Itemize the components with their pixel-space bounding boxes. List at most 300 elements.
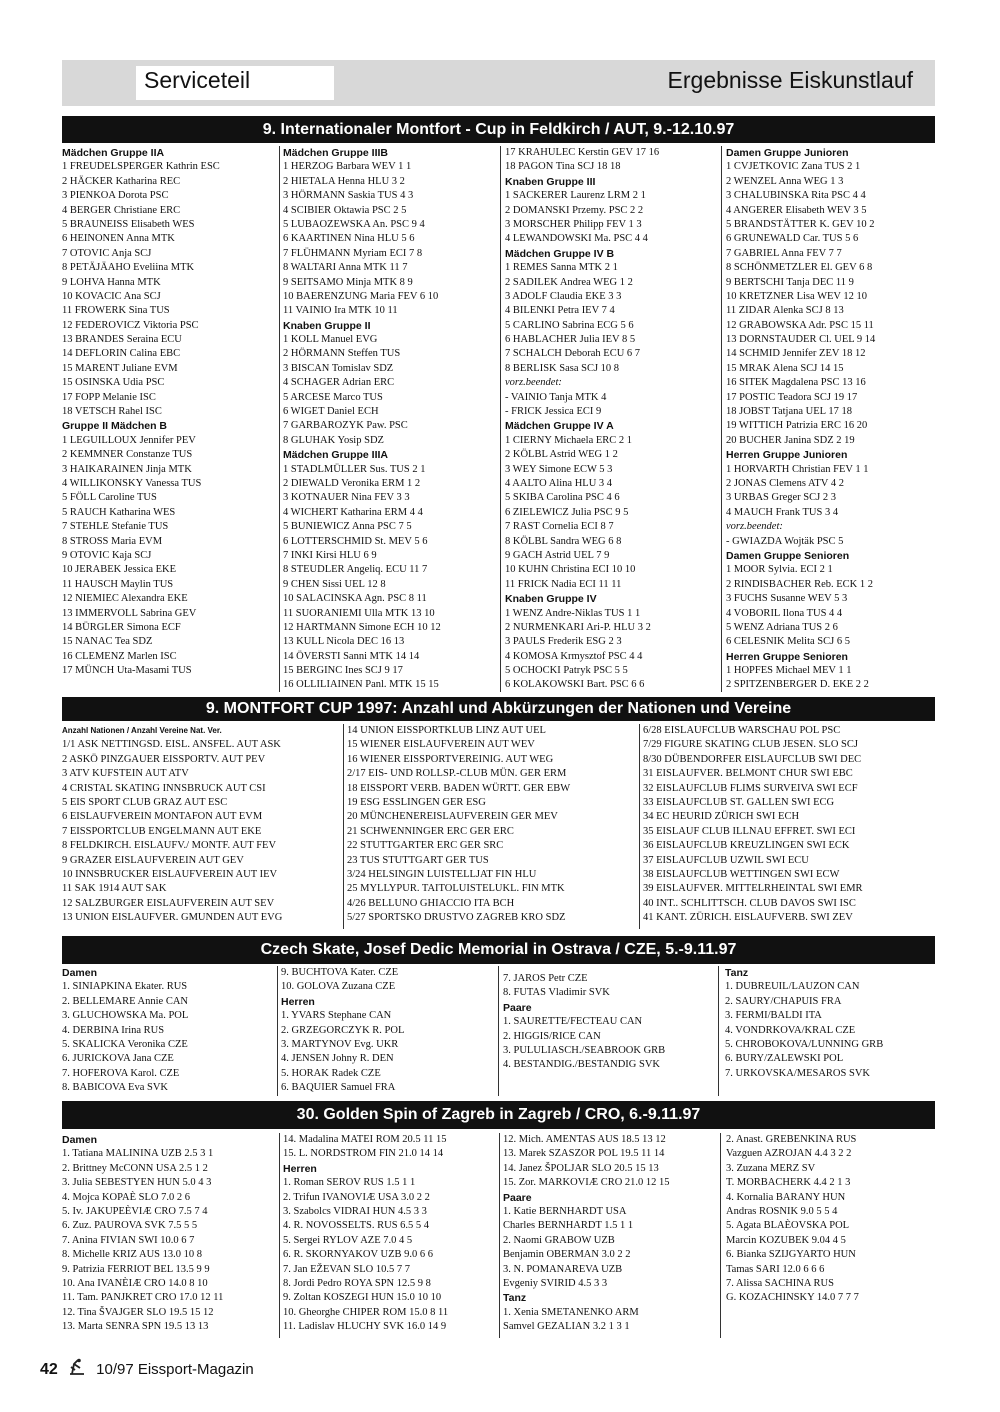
result-row: G. KOZACHINSKY 14.0 7 7 7 xyxy=(726,1292,859,1304)
page-title: Ergebnisse Eiskunstlauf xyxy=(667,67,913,93)
result-row: 17 FOPP Melanie ISC xyxy=(62,391,156,403)
s3-divider-3 xyxy=(718,966,719,1096)
result-row: 39 EISLAUFVER. MITTELRHEINTAL SWI EMR xyxy=(643,883,863,895)
result-row: 9 LOHVA Hanna MTK xyxy=(62,276,161,288)
result-row: 2 HÄCKER Katharina REC xyxy=(62,175,181,187)
result-row: 18 EISSPORT VERB. BADEN WÜRTT. GER EBW xyxy=(347,782,571,794)
result-row: 1. SAURETTE/FECTEAU CAN xyxy=(503,1016,643,1028)
result-row: 5 FÖLL Caroline TUS xyxy=(62,492,157,504)
group-heading: Herren Gruppe Junioren xyxy=(726,449,848,462)
section-header-band xyxy=(62,60,935,106)
result-row: 3. Julia SEBESTYEN HUN 5.0 4 3 xyxy=(62,1177,212,1189)
result-row: 6. BURY/ZALEWSKI POL xyxy=(725,1053,844,1065)
result-row: 11 FRICK Nadia ECI 11 11 xyxy=(505,578,622,590)
group-heading: Herren xyxy=(281,995,315,1008)
result-row: 18 PAGON Tina SCJ 18 18 xyxy=(505,161,621,173)
s3-col-3 xyxy=(503,972,715,1096)
result-row: 5. SKALICKA Veronika CZE xyxy=(62,1038,188,1050)
s4-col-3 xyxy=(503,1133,715,1338)
result-row: 35 EISLAUF CLUB ILLNAU EFFRET. SWI ECI xyxy=(643,825,856,837)
section4-title-bar: 30. Golden Spin of Zagreb in Zagreb / CRO, 6.-9.11.97 xyxy=(62,1101,935,1129)
result-row: 3. FERMI/BALDI ITA xyxy=(725,1010,822,1022)
result-row: 2. SAURY/CHAPUIS FRA xyxy=(725,995,842,1007)
result-row: 1 HORVARTH Christian FEV 1 1 xyxy=(726,463,869,475)
result-row: 1. Tatiana MALININA UZB 2.5 3 1 xyxy=(62,1148,214,1160)
result-row: T. MORBACHERK 4.4 2 1 3 xyxy=(726,1177,851,1189)
result-row: 8 FELDKIRCH. EISLAUFV./ MONTF. AUT FEV xyxy=(62,840,277,852)
result-row: 8. FUTAS Vladimir SVK xyxy=(503,987,610,999)
result-row: 4. DERBINA Irina RUS xyxy=(62,1024,165,1036)
result-row: 2 DOMANSKI Przemy. PSC 2 2 xyxy=(505,204,644,216)
note-line: vorz.beendet: xyxy=(726,521,783,533)
result-row: 8 STROSS Maria EVM xyxy=(62,535,163,547)
result-row: 1 HOPFES Michael MEV 1 1 xyxy=(726,665,852,677)
result-row: 8 PETÄJÄAHO Eveliina MTK xyxy=(62,262,195,274)
result-row: 15 OSINSKA Udia PSC xyxy=(62,377,165,389)
result-row: 2/17 EIS- UND ROLLSP.-CLUB MÜN. GER ERM xyxy=(347,768,567,780)
result-row: 5 OCHOCKI Patryk PSC 5 5 xyxy=(505,665,628,677)
result-row: 1/1 ASK NETTINGSD. EISL. ANSFEL. AUT ASK xyxy=(62,739,281,751)
result-row: 23 TUS STUTTGART GER TUS xyxy=(347,854,489,866)
s1-col-2 xyxy=(283,146,495,692)
result-row: 13. Marta SENRA SPN 19.5 13 13 xyxy=(62,1321,209,1333)
result-row: Tamas SARI 12.0 6 6 6 xyxy=(726,1263,825,1275)
result-row: 11. Ladislav HLUCHY SVK 16.0 14 9 xyxy=(283,1321,447,1333)
column-header: Anzahl Nationen / Anzahl Vereine Nat. Ver. xyxy=(62,726,222,735)
result-row: 2. GRZEGORCZYK R. POL xyxy=(281,1024,405,1036)
result-row: 5. Agata BLAÈOVSKA POL xyxy=(726,1220,850,1232)
result-row: 6 WIGET Daniel ECH xyxy=(283,406,379,418)
result-row: 4. JENSEN Johny R. DEN xyxy=(281,1053,394,1065)
result-row: 1. Roman SEROV RUS 1.5 1 1 xyxy=(283,1177,416,1189)
result-row: 2. Anast. GREBENKINA RUS xyxy=(726,1134,857,1145)
result-row: 10. GOLOVA Zuzana CZE xyxy=(281,981,396,993)
result-row: 4 BERGER Christiane ERC xyxy=(62,204,181,216)
result-row: 19 WITTICH Patrizia ERC 16 20 xyxy=(726,420,868,432)
s4-col-4 xyxy=(726,1133,935,1338)
result-row: 7 OTOVIC Anja SCJ xyxy=(62,247,152,259)
s2-divider-1 xyxy=(343,724,344,929)
result-row: 6 LOTTERSCHMID St. MEV 5 6 xyxy=(283,535,428,547)
result-row: 14. Madalina MATEI ROM 20.5 11 15 xyxy=(283,1134,447,1145)
s1-divider-1 xyxy=(279,146,280,692)
result-row: Charles BERNHARDT 1.5 1 1 xyxy=(503,1220,634,1232)
group-heading: Mädchen Gruppe IIIB xyxy=(283,147,389,159)
result-row: Samvel GEZALIAN 3.2 1 3 1 xyxy=(503,1321,630,1333)
result-row: 6. R. SKORNYAKOV UZB 9.0 6 6 xyxy=(283,1249,434,1261)
result-row: 12 GRABOWSKA Adr. PSC 15 11 xyxy=(726,319,874,331)
result-row: 14 BÜRGLER Simona ECF xyxy=(62,621,181,633)
group-heading: Knaben Gruppe II xyxy=(283,319,371,332)
result-row: 1 LEGUILLOUX Jennifer PEV xyxy=(62,434,196,446)
result-row: 13. Marek SZASZOR POL 19.5 11 14 xyxy=(503,1148,665,1160)
result-row: 16 CLEMENZ Marlen ISC xyxy=(62,650,177,662)
result-row: 21 SCHWENNINGER ERC GER ERC xyxy=(347,825,514,837)
result-row: 1. Xenia SMETANENKO ARM xyxy=(503,1306,639,1318)
result-row: 2 RINDISBACHER Reb. ECK 1 2 xyxy=(726,578,874,590)
result-row: 34 EC HEURID ZÜRICH SWI ECH xyxy=(643,811,800,823)
result-row: 4 WILLIKONSKY Vanessa TUS xyxy=(62,477,202,489)
group-heading: Herren xyxy=(283,1162,317,1175)
s2-col-1 xyxy=(62,724,340,929)
result-row: 4. Mojca KOPAÈ SLO 7.0 2 6 xyxy=(62,1191,190,1203)
result-row: 7. JAROS Petr CZE xyxy=(503,973,588,984)
s1-col-1 xyxy=(62,146,278,692)
result-row: 9. BUCHTOVA Kater. CZE xyxy=(281,967,399,978)
result-row: 10. Ana IVANÈIÆ CRO 14.0 8 10 xyxy=(62,1277,208,1289)
result-row: 1. Katie BERNHARDT USA xyxy=(503,1205,627,1217)
result-row: 11 VAINIO Ira MTK 10 11 xyxy=(283,305,398,317)
result-row: 6 KAARTINEN Nina HLU 5 6 xyxy=(283,233,415,245)
result-row: 2 WENZEL Anna WEG 1 3 xyxy=(726,175,844,187)
result-row: 6. JURICKOVA Jana CZE xyxy=(62,1053,174,1065)
result-row: 4. R. NOVOSSELTS. RUS 6.5 5 4 xyxy=(283,1220,430,1232)
result-row: 12 HARTMANN Simone ECH 10 12 xyxy=(283,621,441,633)
result-row: 31 EISLAUFVER. BELMONT CHUR SWI EBC xyxy=(643,768,853,780)
result-row: 16 SITEK Magdalena PSC 13 16 xyxy=(726,377,866,389)
result-row: 41 KANT. ZÜRICH. EISLAUFVERB. SWI ZEV xyxy=(643,912,853,924)
result-row: 4 BILENKI Petra IEV 7 4 xyxy=(505,305,615,317)
result-row: 7 SCHALCH Deborah ECU 6 7 xyxy=(505,348,641,360)
result-row: 6 HABLACHER Julia IEV 8 5 xyxy=(505,334,636,346)
result-row: 3. MARTYNOV Evg. UKR xyxy=(281,1038,399,1050)
result-row: Benjamin OBERMAN 3.0 2 2 xyxy=(503,1249,631,1261)
result-row: 5 BUNIEWICZ Anna PSC 7 5 xyxy=(283,521,412,533)
result-row: Marcin KOZUBEK 9.04 4 5 xyxy=(726,1234,846,1246)
page-footer xyxy=(40,1358,254,1379)
s1-col-4 xyxy=(726,146,935,692)
section3-title-bar: Czech Skate, Josef Dedic Memorial in Ostrava / CZE, 5.-9.11.97 xyxy=(62,936,935,964)
result-row: 4 AALTO Alina HLU 3 4 xyxy=(505,477,613,489)
result-row: 13 BRANDES Seraina ECU xyxy=(62,334,182,346)
result-row: 11 ZIDAR Alenka SCJ 8 13 xyxy=(726,305,844,317)
result-row: 2 SPITZENBERGER D. EKE 2 2 xyxy=(726,679,869,691)
note-line: vorz.beendet: xyxy=(505,377,562,389)
section2-title-bar: 9. MONTFORT CUP 1997: Anzahl und Abkürzungen der Nationen und Vereine xyxy=(62,697,935,721)
result-row: 2. BELLEMARE Annie CAN xyxy=(62,995,188,1007)
result-row: 3 FUCHS Susanne WEV 5 3 xyxy=(726,593,848,605)
result-row: 5 BRAUNEISS Elisabeth WES xyxy=(62,218,195,230)
result-row: 11 FROWERK Sina TUS xyxy=(62,305,170,317)
result-row: 9 CHEN Sissi UEL 12 8 xyxy=(283,578,386,590)
result-row: 14 DEFLORIN Calina EBC xyxy=(62,348,181,360)
result-row: 3. PULULIASCH./SEABROOK GRB xyxy=(503,1044,666,1056)
result-row: 16 OLLILIAINEN Panl. MTK 15 15 xyxy=(283,679,439,691)
result-row: 6. Bianka SZIJGYARTO HUN xyxy=(726,1249,856,1261)
result-row: 2 DIEWALD Veronika ERM 1 2 xyxy=(283,477,421,489)
result-row: 3 MORSCHER Philipp FEV 1 3 xyxy=(505,218,642,230)
result-row: Andras ROSNIK 9.0 5 5 4 xyxy=(726,1205,838,1217)
result-row: 12 SALZBURGER EISLAUFVEREIN AUT SEV xyxy=(62,897,275,909)
group-heading: Damen Gruppe Junioren xyxy=(726,147,849,159)
result-row: 5. HORAK Radek CZE xyxy=(281,1067,381,1079)
result-row: 1. DUBREUIL/LAUZON CAN xyxy=(725,981,860,993)
result-row: 3 CHALUBINSKA Rita PSC 4 4 xyxy=(726,190,866,202)
result-row: 18 JOBST Tatjana UEL 17 18 xyxy=(726,406,852,418)
result-row: 4 ANGERER Elisabeth WEV 3 5 xyxy=(726,204,867,216)
result-row: 4 WICHERT Katharina ERM 4 4 xyxy=(283,506,423,518)
result-row: 3. Szabolcs VIDRAI HUN 4.5 3 3 xyxy=(283,1205,427,1217)
group-heading: Tanz xyxy=(725,967,749,979)
result-row: 16 WIENER EISSPORTVEREINIG. AUT WEG xyxy=(347,753,554,765)
result-row: 6. Zuz. PAUROVA SVK 7.5 5 5 xyxy=(62,1220,198,1232)
result-row: 11 SAK 1914 AUT SAK xyxy=(62,883,167,895)
s3-divider-2 xyxy=(498,966,499,1096)
result-row: 14. Janez ŠPOLJAR SLO 20.5 15 13 xyxy=(503,1162,659,1174)
result-row: 11 HAUSCH Maylin TUS xyxy=(62,578,174,590)
result-row: 14 UNION EISSPORTKLUB LINZ AUT UEL xyxy=(347,725,546,736)
result-row: 3 KOTNAUER Nina FEV 3 3 xyxy=(283,492,410,504)
result-row: 3. Zuzana MERZ SV xyxy=(726,1162,816,1174)
result-row: 7. Anina FIVIAN SWI 10.0 6 7 xyxy=(62,1234,195,1246)
result-row: 7 RAST Cornelia ECI 8 7 xyxy=(505,521,614,533)
group-heading: Damen Gruppe Senioren xyxy=(726,549,850,562)
result-row: 7 FLÜHMANN Myriam ECI 7 8 xyxy=(283,247,423,259)
result-row: 10 KOVACIC Ana SCJ xyxy=(62,290,161,302)
result-row: 3 BISCAN Tomislav SDZ xyxy=(283,362,394,374)
result-row: 3 PIENKOA Dorota PSC xyxy=(62,190,169,202)
result-row: 15 WIENER EISLAUFVEREIN AUT WEV xyxy=(347,739,535,751)
result-row: 3 WEY Simone ECW 5 3 xyxy=(505,463,613,475)
result-row: 3 ADOLF Claudia EKE 3 3 xyxy=(505,290,622,302)
result-row: 20 MÜNCHENEREISLAUFVEREIN GER MEV xyxy=(347,811,558,823)
page-number: 42 xyxy=(40,1361,58,1378)
result-row: 1 HERZOG Barbara WEV 1 1 xyxy=(283,161,412,173)
result-row: 1. SINIAPKINA Ekater. RUS xyxy=(62,981,188,993)
result-row: 2. Naomi GRABOW UZB xyxy=(503,1234,615,1246)
result-row: 5 RAUCH Katharina WES xyxy=(62,506,176,518)
result-row: 2 HÖRMANN Steffen TUS xyxy=(283,348,401,360)
s1-divider-3 xyxy=(721,146,722,692)
s4-col-2 xyxy=(283,1133,495,1338)
group-heading: Mädchen Gruppe IV B xyxy=(505,247,615,260)
result-row: 7 INKI Kirsi HLU 6 9 xyxy=(283,549,377,561)
result-row: 8 WALTARI Anna MTK 11 7 xyxy=(283,262,408,274)
s3-col-4 xyxy=(725,966,935,1096)
result-row: 14 SCHMID Jennifer ZEV 18 12 xyxy=(726,348,866,360)
result-row: 10 BAERENZUNG Maria FEV 6 10 xyxy=(283,290,439,302)
result-row: 12 NIEMIEC Alexandra EKE xyxy=(62,593,188,605)
result-row: 3. N. POMANAREVA UZB xyxy=(503,1263,623,1275)
result-row: 3. GLUCHOWSKA Ma. POL xyxy=(62,1010,189,1022)
result-row: 6 KOLAKOWSKI Bart. PSC 6 6 xyxy=(505,679,645,691)
result-row: 7/29 FIGURE SKATING CLUB JESEN. SLO SCJ xyxy=(643,739,858,751)
result-row: 5 EIS SPORT CLUB GRAZ AUT ESC xyxy=(62,796,228,808)
group-heading: Damen xyxy=(62,1134,98,1146)
group-heading: Mädchen Gruppe IIA xyxy=(62,147,165,159)
result-row: 5. Iv. JAKUPEÈVIÆ CRO 7.5 7 4 xyxy=(62,1205,208,1217)
result-row: 5 WENZ Adriana TUS 2 6 xyxy=(726,621,838,633)
result-row: 2 HIETALA Henna HLU 3 2 xyxy=(283,175,405,187)
result-row: 1 STADLMÜLLER Sus. TUS 2 1 xyxy=(283,463,426,475)
result-row: 6 HEINONEN Anna MTK xyxy=(62,233,175,245)
result-row: 10 KRETZNER Lisa WEV 12 10 xyxy=(726,290,868,302)
result-row: 1 CVJETKOVIC Zana TUS 2 1 xyxy=(726,161,861,173)
result-row: 10. Gheorghe CHIPER ROM 15.0 8 11 xyxy=(283,1306,449,1318)
result-row: 7. HOFEROVA Karol. CZE xyxy=(62,1067,180,1079)
result-row: 4 SCHAGER Adrian ERC xyxy=(283,377,395,389)
result-row: 4 SCIBIER Oktawia PSC 2 5 xyxy=(283,204,407,216)
result-row: 6 EISLAUFVEREIN MONTAFON AUT EVM xyxy=(62,811,263,823)
result-row: 9 GACH Astrid UEL 7 9 xyxy=(505,549,610,561)
result-row: 7 GARBAROZYK Paw. PSC xyxy=(283,420,408,432)
result-row: 6/28 EISLAUFCLUB WARSCHAU POL PSC xyxy=(643,725,841,736)
result-row: 15. Zor. MARKOVIÆ CRO 21.0 12 15 xyxy=(503,1177,670,1189)
result-row: 13 KULL Nicola DEC 16 13 xyxy=(283,636,405,648)
result-row: 8. Michelle KRIZ AUS 13.0 10 8 xyxy=(62,1249,202,1261)
result-row: 40 INT.. SCHLITTSCH. CLUB DAVOS SWI ISC xyxy=(643,897,856,909)
result-row: 1 FREUDELSPERGER Kathrin ESC xyxy=(62,161,220,173)
result-row: 6 ZIELEWICZ Julia PSC 9 5 xyxy=(505,506,629,518)
result-row: 11. Tam. PANJKRET CRO 17.0 12 11 xyxy=(62,1292,224,1304)
result-row: 5 BRANDSTÄTTER K. GEV 10 2 xyxy=(726,218,875,230)
result-row: - FRICK Jessica ECI 9 xyxy=(505,406,602,418)
section-label: Serviceteil xyxy=(144,67,251,93)
result-row: 12 FEDEROVICZ Viktoria PSC xyxy=(62,319,199,331)
result-row: 3 PAULS Frederik ESG 2 3 xyxy=(505,636,622,648)
result-row: 5. Sergei RYLOV AZE 7.0 4 5 xyxy=(283,1234,413,1246)
result-row: 2 KÖLBL Astrid WEG 1 2 xyxy=(505,449,618,461)
result-row: 8 SCHÖNMETZLER El. GEV 6 8 xyxy=(726,262,873,274)
group-heading: Mädchen Gruppe IV A xyxy=(505,420,614,433)
result-row: 5/27 SPORTSKO DRUSTVO ZAGREB KRO SDZ xyxy=(347,912,566,924)
s1-divider-2 xyxy=(500,146,501,692)
result-row: 6 CELESNIK Melita SCJ 6 5 xyxy=(726,636,850,648)
s4-divider-1 xyxy=(279,1133,280,1338)
result-row: - GWIAZDA Wojtäk PSC 5 xyxy=(726,535,844,547)
result-row: 5 LUBAOZEWSKA An. PSC 9 4 xyxy=(283,218,425,230)
result-row: 3 URBAS Greger SCJ 2 3 xyxy=(726,492,836,504)
result-row: 4 KOMOSA Krmysztof PSC 4 4 xyxy=(505,650,643,662)
result-row: 8. BABICOVA Eva SVK xyxy=(62,1082,168,1094)
result-row: 32 EISLAUFCLUB FLIMS SURVEIVA SWI ECF xyxy=(643,782,858,794)
result-row: 37 EISLAUFCLUB UZWIL SWI ECU xyxy=(643,854,809,866)
group-heading: Herren Gruppe Senioren xyxy=(726,650,848,663)
result-row: 25 MYLLYPUR. TAITOLUISTELUKL. FIN MTK xyxy=(347,883,565,895)
result-row: 15 MARENT Juliane EVM xyxy=(62,362,178,374)
result-row: 5 SKIBA Carolina PSC 4 6 xyxy=(505,492,620,504)
s4-divider-3 xyxy=(720,1133,721,1338)
result-row: 6 GRUNEWALD Car. TUS 5 6 xyxy=(726,233,859,245)
result-row: 18 VETSCH Rahel ISC xyxy=(62,406,162,418)
result-row: 1 REMES Sanna MTK 2 1 xyxy=(505,262,618,274)
magazine-issue: 10/97 Eissport-Magazin xyxy=(96,1361,254,1378)
result-row: 5 CARLINO Sabrina ECG 5 6 xyxy=(505,319,634,331)
group-heading: Tanz xyxy=(503,1292,527,1305)
s1-col-3 xyxy=(505,146,717,692)
group-heading: Knaben Gruppe IV xyxy=(505,593,597,606)
result-row: 5. CHROBOKOVA/LUNNING GRB xyxy=(725,1038,884,1050)
result-row: 2 JONAS Clemens ATV 4 2 xyxy=(726,477,844,489)
result-row: 17 MÜNCH Uta-Masami TUS xyxy=(62,665,192,677)
s2-col-3 xyxy=(643,724,935,929)
result-row: 15 BERGINC Ines SCJ 9 17 xyxy=(283,665,403,677)
result-row: 6. BAQUIER Samuel FRA xyxy=(281,1082,396,1094)
result-row: 8 GLUHAK Yosip SDZ xyxy=(283,434,384,446)
result-row: 9 OTOVIC Kaja SCJ xyxy=(62,549,152,561)
result-row: 17 POSTIC Teadora SCJ 19 17 xyxy=(726,391,858,403)
result-row: 10 INNSBRUCKER EISLAUFVEREIN AUT IEV xyxy=(62,868,278,880)
result-row: 8. Jordi Pedro ROYA SPN 12.5 9 8 xyxy=(283,1277,431,1289)
result-row: 7. Jan EŽEVAN SLO 10.5 7 7 xyxy=(283,1263,410,1275)
group-heading: Paare xyxy=(503,1001,532,1014)
result-row: 4 VOBORIL Ilona TUS 4 4 xyxy=(726,607,843,619)
result-row: 7. URKOVSKA/MESAROS SVK xyxy=(725,1067,870,1079)
result-row: 7. Alissa SACHINA RUS xyxy=(726,1277,834,1289)
group-heading: Knaben Gruppe III xyxy=(505,175,596,188)
result-row: 4 LEWANDOWSKI Ma. PSC 4 4 xyxy=(505,233,648,245)
result-row: 7 EISSPORTCLUB ENGELMANN AUT EKE xyxy=(62,825,262,837)
result-row: 12. Mich. AMENTAS AUS 18.5 13 12 xyxy=(503,1134,666,1145)
result-row: 4. VONDRKOVA/KRAL CZE xyxy=(725,1024,856,1036)
result-row: 4. Kornalia BARANY HUN xyxy=(726,1191,846,1203)
result-row: 3 ATV KUFSTEIN AUT ATV xyxy=(62,768,189,780)
result-row: 13 IMMERVOLL Sabrina GEV xyxy=(62,607,197,619)
result-row: 1 MOOR Sylvia. ECI 2 1 xyxy=(726,564,833,576)
result-row: 3 HÖRMANN Saskia TUS 4 3 xyxy=(283,190,414,202)
result-row: 17 KRAHULEC Kerstin GEV 17 16 xyxy=(505,147,660,158)
result-row: 2 ASKÖ PINZGAUER EISSPORTV. AUT PEV xyxy=(62,753,266,765)
section1-title-bar: 9. Internationaler Montfort - Cup in Feldkirch / AUT, 9.-12.10.97 xyxy=(62,116,935,143)
group-heading: Paare xyxy=(503,1191,532,1204)
result-row: 33 EISLAUFCLUB ST. GALLEN SWI ECG xyxy=(643,796,835,808)
result-row: 4 MAUCH Frank TUS 3 4 xyxy=(726,506,839,518)
result-row: 36 EISLAUFCLUB KREUZLINGEN SWI ECK xyxy=(643,840,850,852)
result-row: 9 BERTSCHI Tanja DEC 11 9 xyxy=(726,276,854,288)
s2-col-2 xyxy=(347,724,635,929)
s4-divider-2 xyxy=(499,1133,500,1338)
result-row: 3 HAIKARAINEN Jinja MTK xyxy=(62,463,192,475)
result-row: Vazguen AZROJAN 4.4 3 2 2 xyxy=(726,1148,852,1160)
result-row: 9 SEITSAMO Minja MTK 8 9 xyxy=(283,276,413,288)
result-row: 9 GRAZER EISLAUFVEREIN AUT GEV xyxy=(62,854,244,866)
result-row: 2. Trifun IVANOVIÆ USA 3.0 2 2 xyxy=(283,1191,430,1203)
skater-logo-icon xyxy=(66,1358,88,1378)
result-row: 10 JERABEK Jessica EKE xyxy=(62,564,177,576)
result-row: 10 SALACINSKA Agn. PSC 8 11 xyxy=(283,593,427,605)
result-row: 15 NANAC Tea SDZ xyxy=(62,636,153,648)
result-row: 2 KEMMNER Constanze TUS xyxy=(62,449,193,461)
result-row: 8 BERLISK Sasa SCJ 10 8 xyxy=(505,362,620,374)
result-row: 9. Zoltan KOSZEGI HUN 15.0 10 10 xyxy=(283,1292,442,1304)
result-row: 10 KUHN Christina ECI 10 10 xyxy=(505,564,636,576)
result-row: 8 KÖLBL Sandra WEG 6 8 xyxy=(505,535,622,547)
result-row: Evgeniy SVIRID 4.5 3 3 xyxy=(503,1277,608,1289)
result-row: 2. Brittney McCONN USA 2.5 1 2 xyxy=(62,1162,208,1174)
result-row: 4 CRISTAL SKATING INNSBRUCK AUT CSI xyxy=(62,782,266,794)
result-row: - VAINIO Tanja MTK 4 xyxy=(505,391,607,403)
result-row: 1 SACKERER Laurenz LRM 2 1 xyxy=(505,190,646,202)
s3-col-2 xyxy=(281,966,493,1096)
result-row: 15. L. NORDSTROM FIN 21.0 14 14 xyxy=(283,1148,444,1160)
result-row: 9. Patrizia FERRIOT BEL 13.5 9 9 xyxy=(62,1263,210,1275)
result-row: 13 UNION EISLAUFVER. GMUNDEN AUT EVG xyxy=(62,912,283,924)
result-row: 4/26 BELLUNO GHIACCIO ITA BCH xyxy=(347,897,515,909)
result-row: 4. BESTANDIG./BESTANDIG SVK xyxy=(503,1059,660,1071)
result-row: 1. YVARS Stephane CAN xyxy=(281,1010,392,1022)
result-row: 14 ÖVERSTI Sanni MTK 14 14 xyxy=(283,650,420,662)
result-row: 22 STUTTGARTER ERC GER SRC xyxy=(347,840,504,852)
group-heading: Gruppe II Mädchen B xyxy=(62,420,168,433)
group-heading: Damen xyxy=(62,967,98,979)
result-row: 15 MRAK Alena SCJ 14 15 xyxy=(726,362,844,374)
result-row: 1 KOLL Manuel EVG xyxy=(283,334,378,346)
s2-divider-2 xyxy=(639,724,640,929)
s3-divider-1 xyxy=(277,966,278,1096)
result-row: 13 DORNSTAUDER Cl. UEL 9 14 xyxy=(726,334,876,346)
s4-col-1 xyxy=(62,1133,276,1338)
result-row: 11 SUORANIEMI Ulla MTK 13 10 xyxy=(283,607,435,619)
